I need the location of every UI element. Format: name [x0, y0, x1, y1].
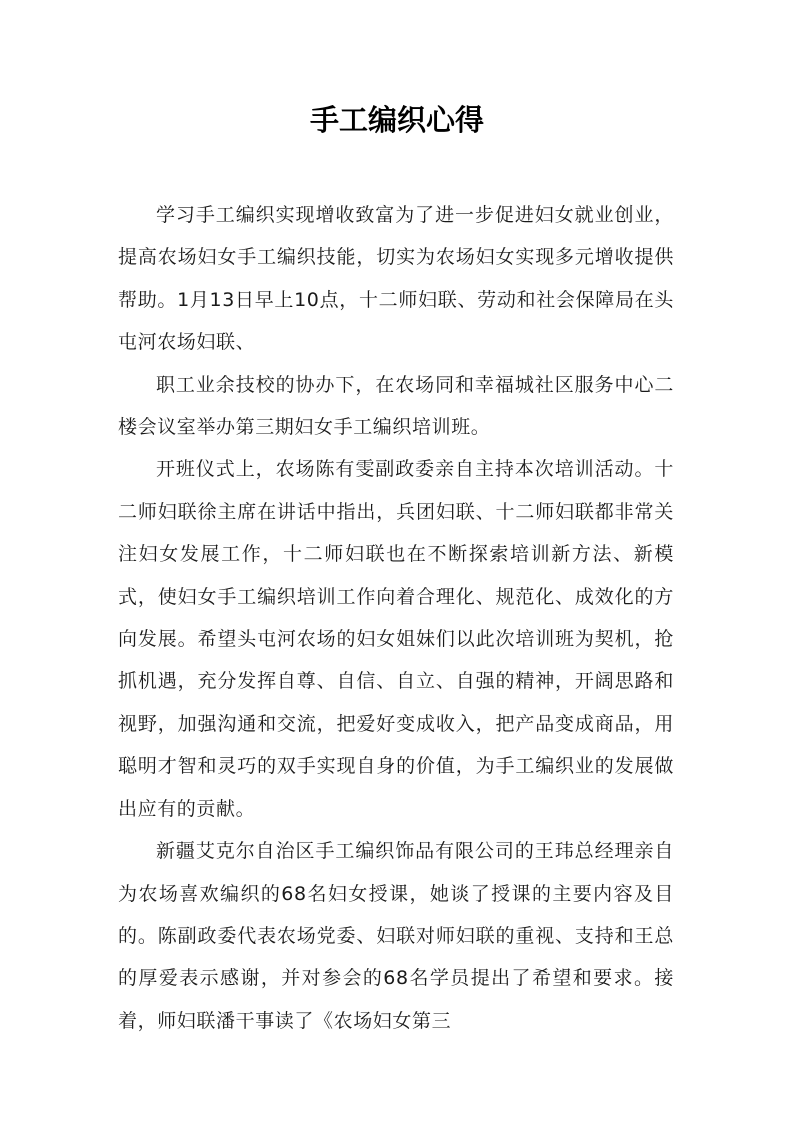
document-body [118, 194, 674, 1042]
paragraph-4: 新疆艾克尔自治区手工编织饰品有限公司的王玮总经理亲自为农场喜欢编织的68名妇女授课，她谈了授课的主要内容及目的。陈副政委代表农场党委、妇联对师妇联的重视、支持和王总的厚爱表示感谢，并对参会的68名学员提出了希望和要求。接着，师妇联潘干事读了《农场妇女第三 [118, 840, 674, 1032]
paragraph-3: 开班仪式上，农场陈有雯副政委亲自主持本次培训活动。十二师妇联徐主席在讲话中指出，兵团妇联、十二师妇联都非常关注妇女发展工作，十二师妇联也在不断探索培训新方法、新模式，使妇女手工编织培训工作向着合理化、规范化、成效化的方向发展。希望头屯河农场的妇女姐妹们以此次培训班为契机，抢抓机遇，充分发挥自尊、自信、自立、自强的精神，开阔思路和视野，加强沟通和交流，把爱好变成收入，把产品变成商品，用聪明才智和灵巧的双手实现自身的价值，为手工编织业的发展做出应有的贡献。 [118, 458, 674, 820]
paragraph-2: 职工业余技校的协办下，在农场同和幸福城社区服务中心二楼会议室举办第三期妇女手工编织培训班。 [118, 373, 674, 439]
document-title: 手工编织心得 [309, 103, 484, 137]
paragraph-1: 学习手工编织实现增收致富为了进一步促进妇女就业创业，提高农场妇女手工编织技能，切实为农场妇女实现多元增收提供帮助。1月13日早上10点，十二师妇联、劳动和社会保障局在头屯河农场妇联、 [118, 204, 674, 354]
